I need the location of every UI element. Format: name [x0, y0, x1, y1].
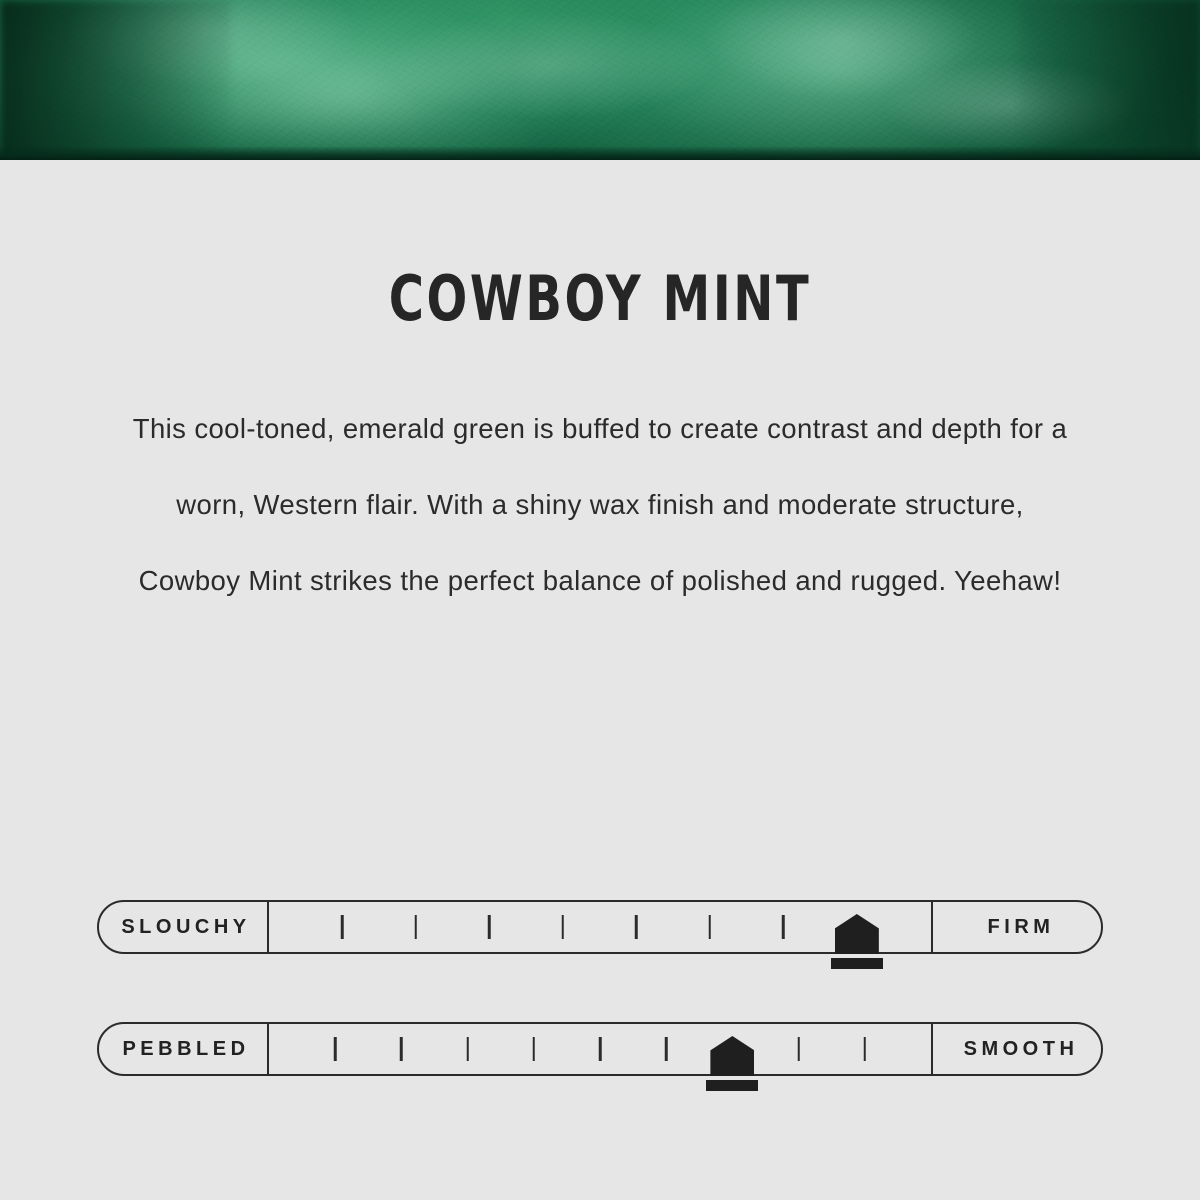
- scale-texture-ticks: [269, 1022, 931, 1076]
- tick-mark: [533, 1037, 536, 1061]
- card-content: [0, 160, 1200, 1200]
- tick-mark: [709, 915, 712, 939]
- tick-mark: [488, 915, 491, 939]
- tick-mark: [599, 1037, 602, 1061]
- tick-mark: [562, 915, 565, 939]
- tick-mark: [635, 915, 638, 939]
- scale-structure[interactable]: [97, 900, 1103, 954]
- tick-mark: [341, 915, 344, 939]
- leather-swatch-photo: [0, 0, 1200, 160]
- marker-base-bar: [831, 958, 883, 969]
- tick-mark: [782, 915, 785, 939]
- swatch-bottom-edge: [0, 146, 1200, 160]
- scale-structure-left-label: SLOUCHY: [97, 900, 269, 954]
- scale-texture-left-label: PEBBLED: [97, 1022, 269, 1076]
- tick-mark: [864, 1037, 867, 1061]
- tick-mark: [415, 915, 418, 939]
- tick-mark: [797, 1037, 800, 1061]
- scale-structure-right-label: FIRM: [931, 900, 1103, 954]
- marker-base-bar: [706, 1080, 758, 1091]
- swatch-shadow-left: [0, 0, 230, 160]
- tick-mark: [665, 1037, 668, 1061]
- tick-mark: [856, 915, 859, 939]
- tick-mark: [731, 1037, 734, 1061]
- scale-texture[interactable]: [97, 1022, 1103, 1076]
- product-description: This cool-toned, emerald green is buffed to create contrast and depth for a worn, Western flair. With a shiny wax finish and moderate structure, Cowboy Mint strikes the perfect balance of polished and rugged. Yeehaw!: [132, 413, 1068, 596]
- swatch-shadow-right: [1020, 0, 1200, 160]
- scale-structure-ticks: [269, 900, 931, 954]
- attribute-scales: [0, 900, 1200, 1144]
- tick-mark: [334, 1037, 337, 1061]
- tick-mark: [466, 1037, 469, 1061]
- page-title: COWBOY MINT: [388, 262, 812, 335]
- tick-mark: [400, 1037, 403, 1061]
- scale-texture-right-label: SMOOTH: [931, 1022, 1103, 1076]
